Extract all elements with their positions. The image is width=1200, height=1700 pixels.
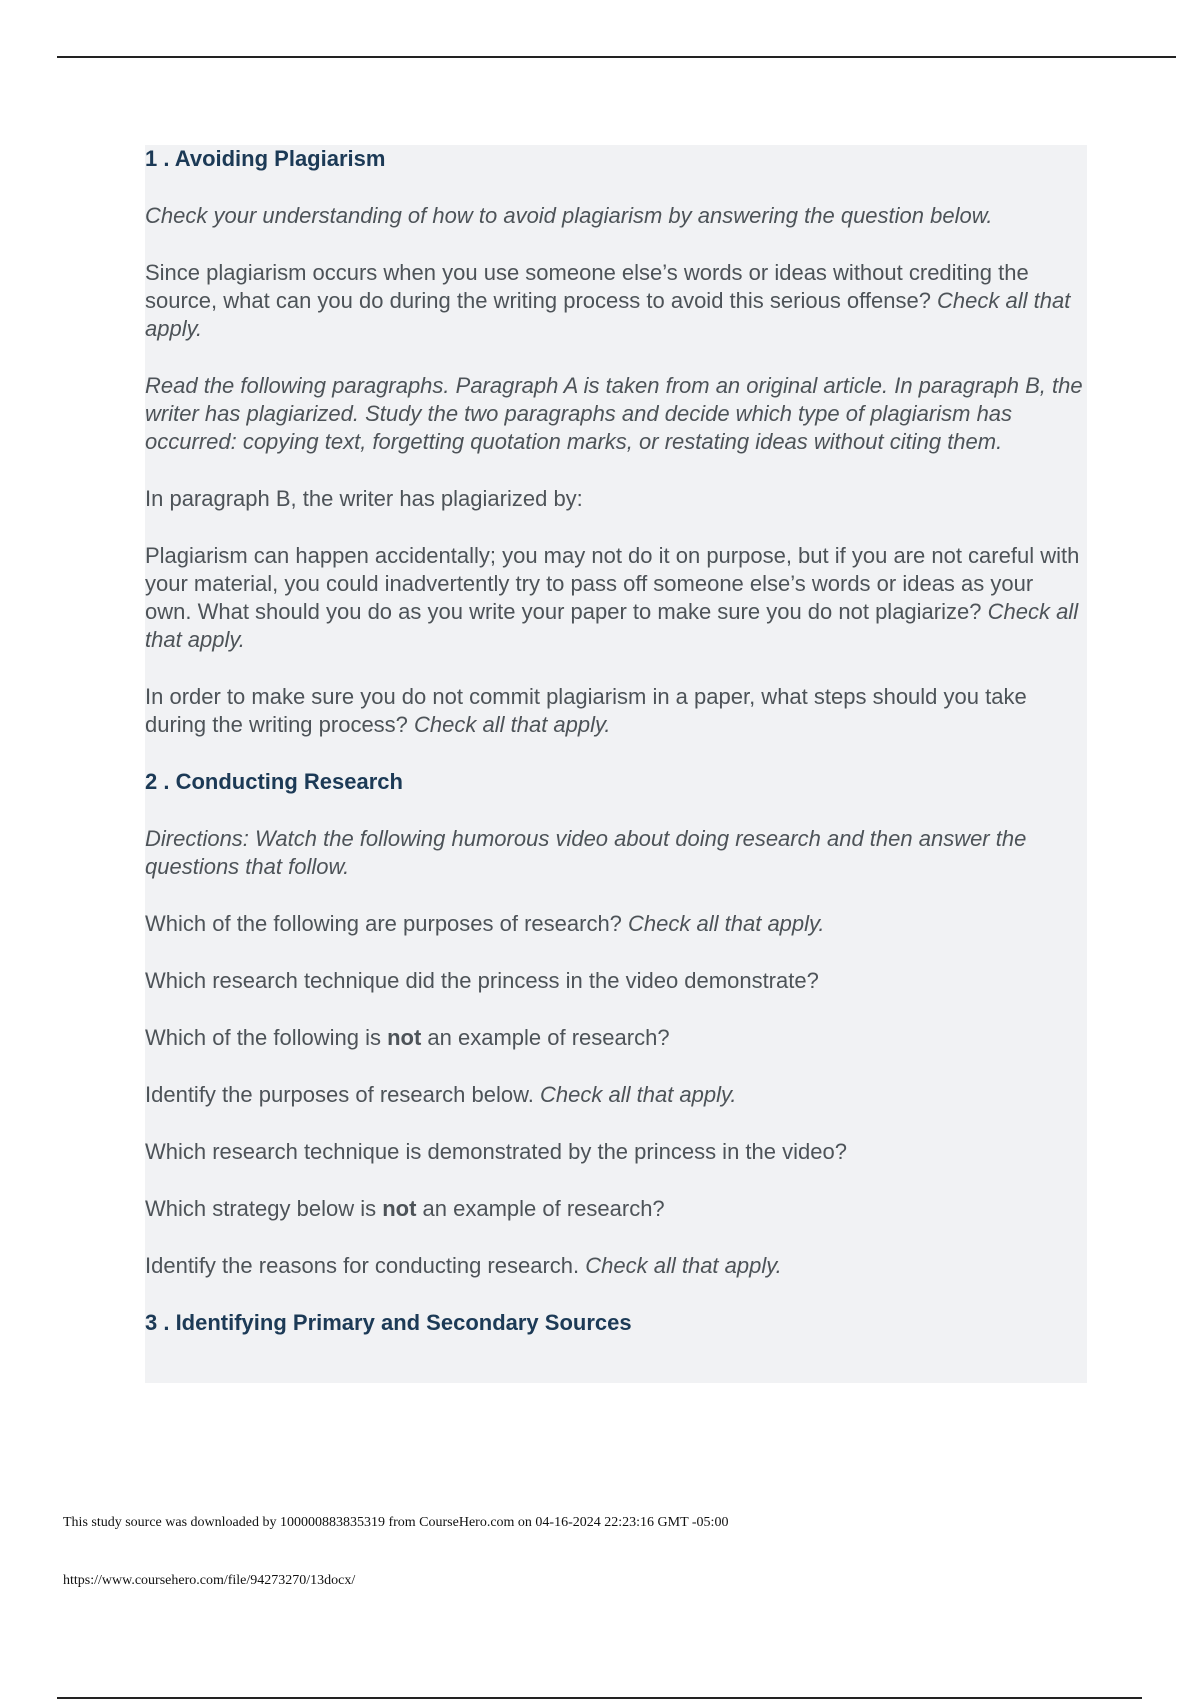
source-url[interactable]: https://www.coursehero.com/file/94273270/13docx/ bbox=[63, 1573, 356, 1588]
question-text: Which research technique is demonstrated by the princess in the video? bbox=[145, 1139, 847, 1164]
instruction-text: Directions: Watch the following humorous video about doing research and then answer the questions that follow. bbox=[145, 826, 1027, 879]
question-text: Which research technique did the princess in the video demonstrate? bbox=[145, 968, 819, 993]
download-note: This study source was downloaded by 100000883835319 from CourseHero.com on 04-16-2024 22:23:16 GMT -05:00 bbox=[63, 1515, 729, 1530]
section-heading: 1 . Avoiding Plagiarism bbox=[145, 146, 386, 171]
bottom-divider bbox=[57, 1697, 1142, 1699]
question-text: Identify the reasons for conducting research. Check all that apply. bbox=[145, 1253, 782, 1278]
question-text: Since plagiarism occurs when you use someone else’s words or ideas without crediting the source, what can you do during the writing process to avoid this serious offense? Check all that apply. bbox=[145, 260, 1071, 341]
document-body bbox=[145, 145, 1085, 1337]
question-text: In order to make sure you do not commit plagiarism in a paper, what steps should you take during the writing process? Check all that apply. bbox=[145, 684, 1027, 737]
section-heading: 2 . Conducting Research bbox=[145, 769, 403, 794]
question-text: Identify the purposes of research below. Check all that apply. bbox=[145, 1082, 737, 1107]
question-text: Which of the following is not an example of research? bbox=[145, 1025, 670, 1050]
instruction-text: Check your understanding of how to avoid plagiarism by answering the question below. bbox=[145, 203, 993, 228]
question-text: Plagiarism can happen accidentally; you may not do it on purpose, but if you are not careful with your material, you could inadvertently try to pass off someone else’s words or ideas as your own. What should you do as you write your paper to make sure you do not plagiarize? Check all that apply. bbox=[145, 543, 1080, 652]
section-heading: 3 . Identifying Primary and Secondary Sources bbox=[145, 1310, 632, 1335]
question-text: In paragraph B, the writer has plagiarized by: bbox=[145, 486, 583, 511]
instruction-text: Read the following paragraphs. Paragraph A is taken from an original article. In paragraph B, the writer has plagiarized. Study the two paragraphs and decide which type of plagiarism has occurred: copying text, forgetting quotation marks, or restating ideas without citing them. bbox=[145, 373, 1083, 454]
question-text: Which of the following are purposes of research? Check all that apply. bbox=[145, 911, 825, 936]
question-text: Which strategy below is not an example of research? bbox=[145, 1196, 665, 1221]
top-divider bbox=[57, 56, 1176, 58]
